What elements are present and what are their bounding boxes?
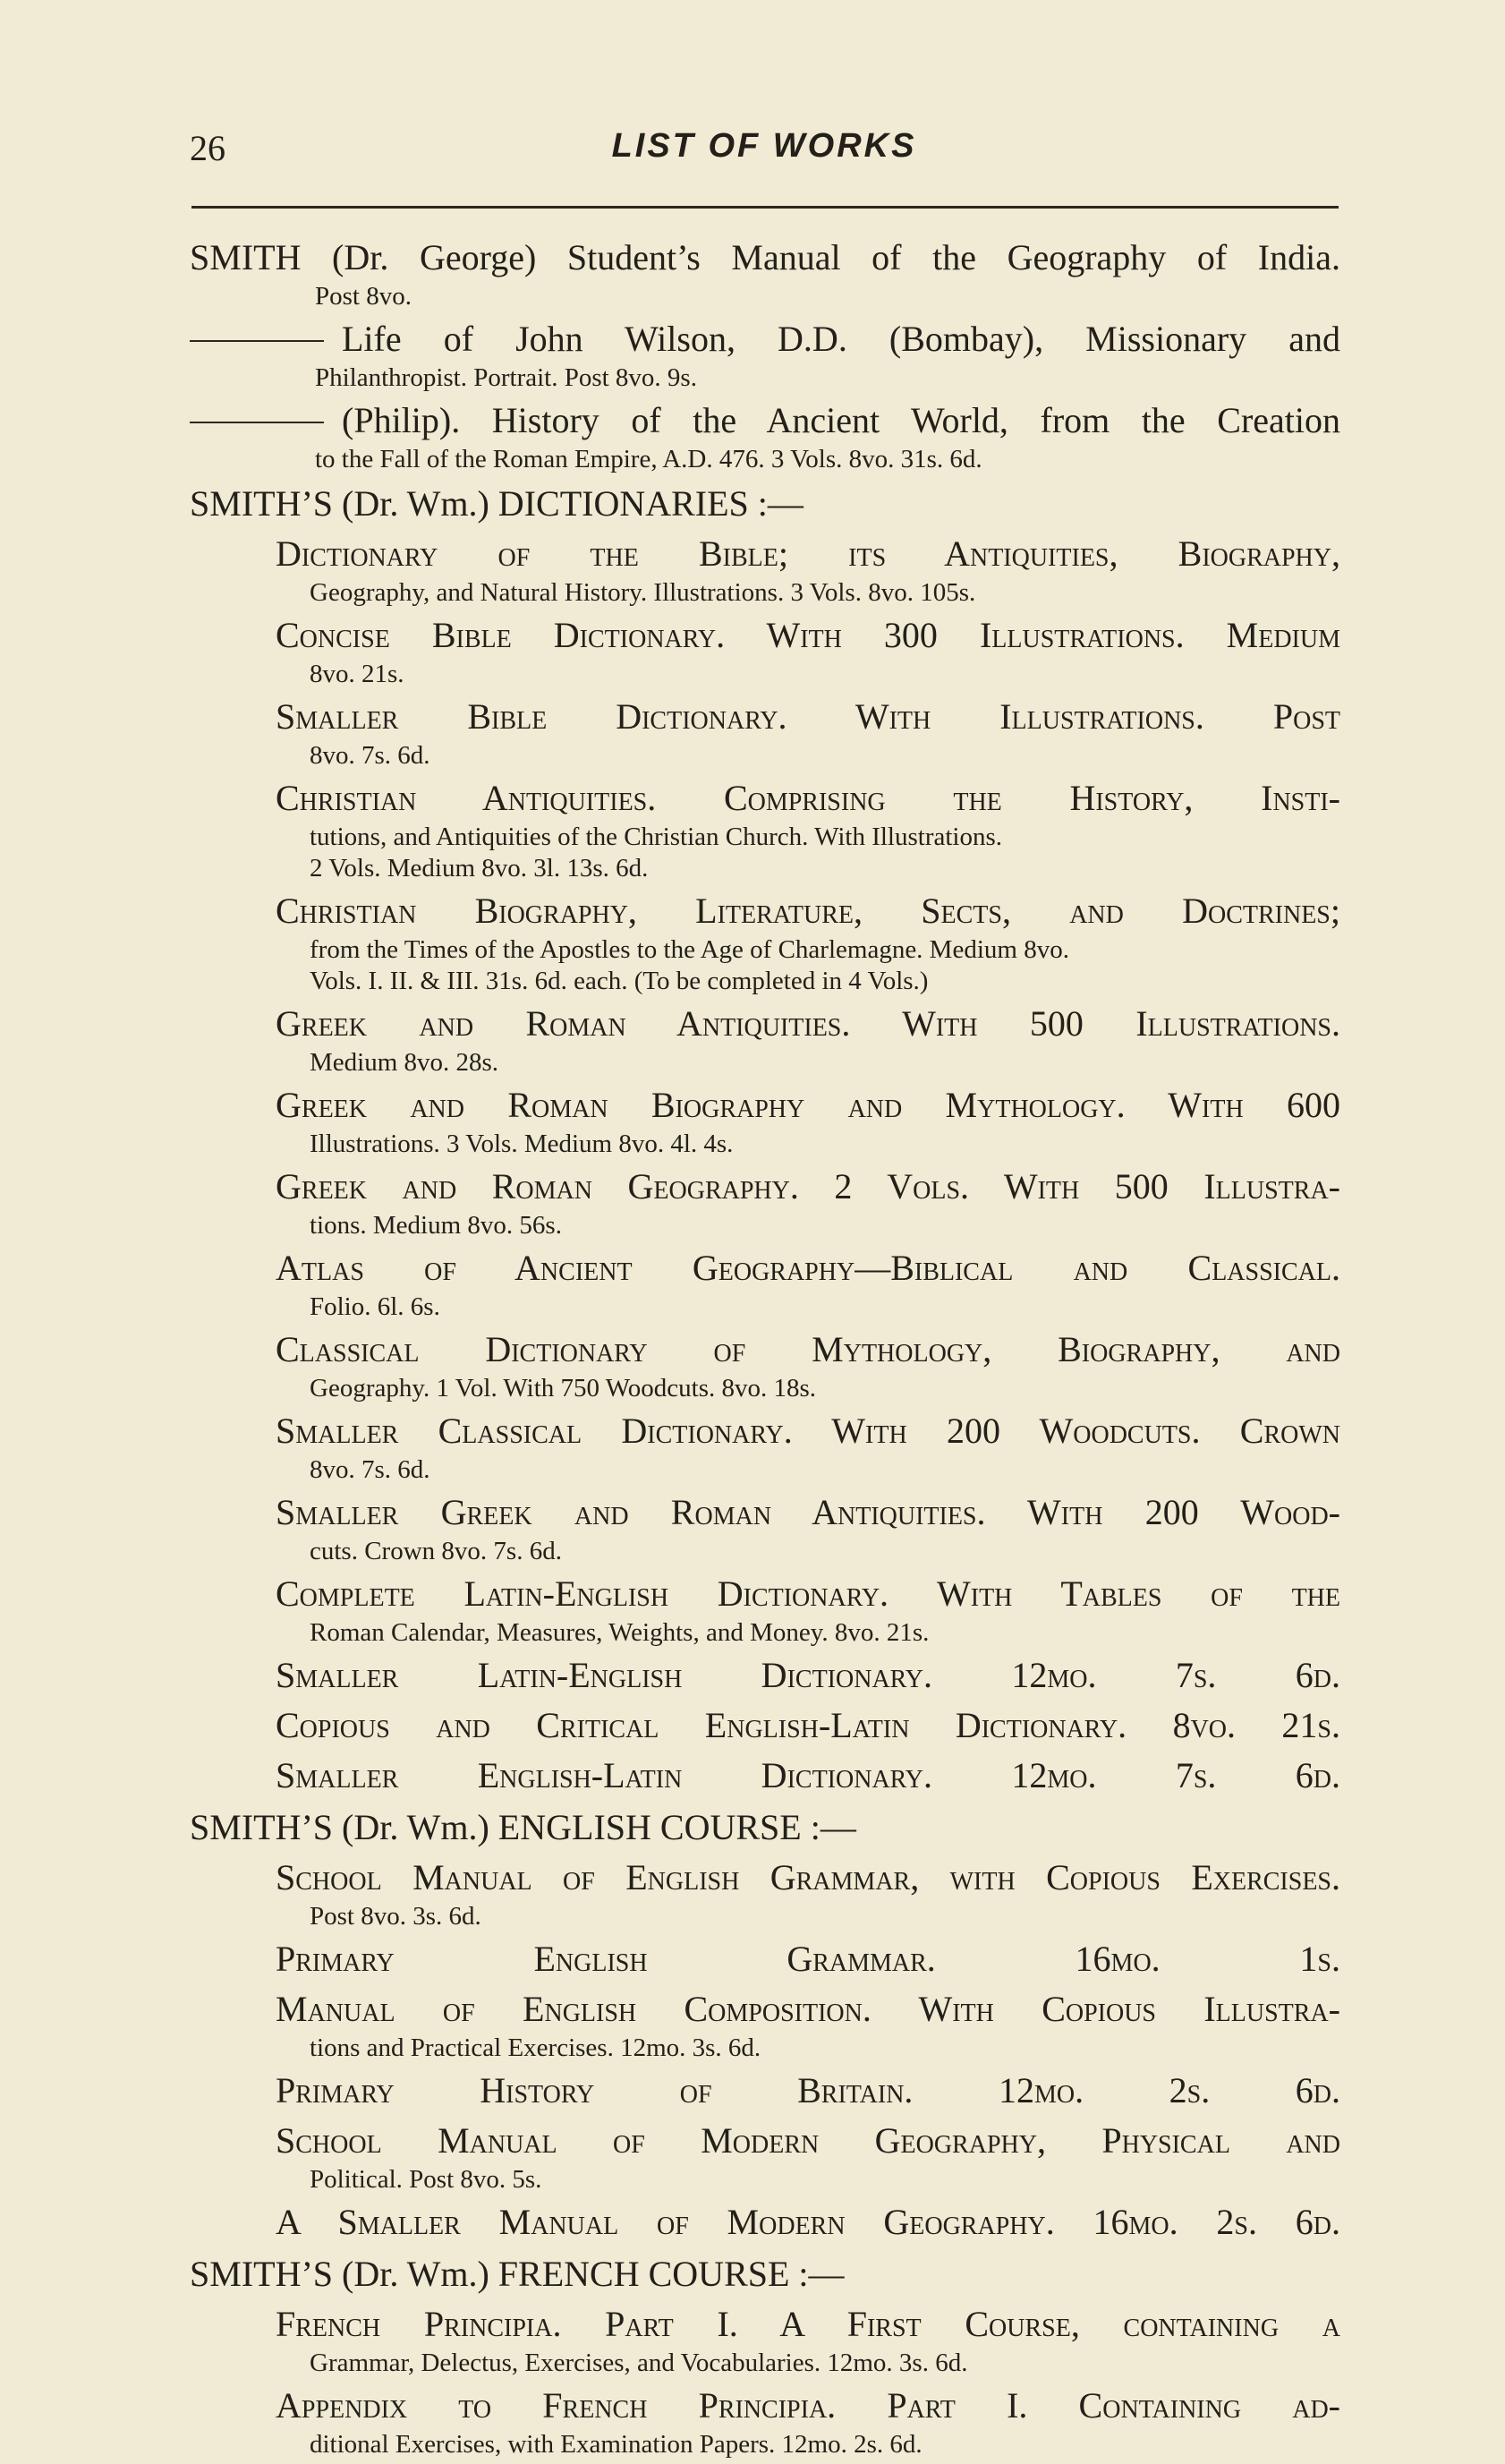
entry-title: Copious and Critical English-Latin Dictionary. 8vo. 21s.: [276, 1705, 1340, 1745]
entry-details: from the Times of the Apostles to the Age of Charlemagne. Medium 8vo.: [310, 935, 1069, 964]
entry-title: School Manual of English Grammar, with Copious Exercises.: [276, 1857, 1340, 1897]
entry-details: Geography, and Natural History. Illustrations. 3 Vols. 8vo. 105s.: [310, 578, 976, 607]
entry-title: Smaller Classical Dictionary. With 200 Woodcuts. Crown: [276, 1411, 1340, 1451]
list-item: [190, 531, 1340, 609]
entry-details: Medium 8vo. 28s.: [310, 1048, 499, 1077]
entry-details: Folio. 6l. 6s.: [310, 1292, 440, 1321]
section-dictionaries: [190, 481, 1340, 1799]
list-item: [190, 612, 1340, 690]
entry-title: French Principia. Part I. A First Course, containing a: [276, 2304, 1340, 2344]
list-item: [190, 1936, 1340, 1982]
list-item: [190, 775, 1340, 884]
list-item: [190, 1752, 1340, 1799]
entry-title: Primary History of Britain. 12mo. 2s. 6d.: [276, 2070, 1340, 2110]
entry-title: A Smaller Manual of Modern Geography. 16mo. 2s. 6d.: [276, 2202, 1340, 2242]
entry-title: Greek and Roman Biography and Mythology. With 600: [276, 1085, 1340, 1125]
entry-title: Concise Bible Dictionary. With 300 Illustrations. Medium: [276, 615, 1340, 655]
list-item: [190, 1164, 1340, 1241]
list-item: [190, 1571, 1340, 1649]
list-item: [190, 2199, 1340, 2246]
section-heading: SMITH’S (Dr. Wm.) ENGLISH COURSE :—: [190, 1807, 856, 1847]
entry-title: Greek and Roman Geography. 2 Vols. With 500 Illustra-: [276, 1166, 1340, 1206]
list-item: [190, 1001, 1340, 1079]
entry-title: Appendix to French Principia. Part I. Containing ad-: [276, 2385, 1340, 2426]
section-heading: SMITH’S (Dr. Wm.) FRENCH COURSE :—: [190, 2254, 845, 2294]
list-item: [190, 1245, 1340, 1323]
page-number: 26: [190, 128, 225, 168]
works-list: [190, 234, 1340, 2464]
entry-details: cuts. Crown 8vo. 7s. 6d.: [310, 1537, 562, 1565]
entry-title: (Philip). History of the Ancient World, from the Creation: [342, 400, 1340, 440]
list-item: [190, 2383, 1340, 2460]
list-item: [190, 234, 1340, 312]
entry-title: SMITH (Dr. George) Student’s Manual of the Geography of India.: [190, 237, 1340, 277]
list-item: [190, 1854, 1340, 1932]
list-item: [190, 316, 1340, 394]
entry-details: to the Fall of the Roman Empire, A.D. 476. 3 Vols. 8vo. 31s. 6d.: [315, 445, 982, 473]
entry-details: Geography. 1 Vol. With 750 Woodcuts. 8vo. 18s.: [310, 1374, 817, 1403]
entry-title: Smaller Bible Dictionary. With Illustrations. Post: [276, 696, 1340, 737]
entry-details: Roman Calendar, Measures, Weights, and Money. 8vo. 21s.: [310, 1618, 930, 1647]
list-item: [190, 694, 1340, 772]
section-heading: SMITH’S (Dr. Wm.) DICTIONARIES :—: [190, 483, 804, 524]
entry-title: Smaller Latin-English Dictionary. 12mo. 7s. 6d.: [276, 1655, 1340, 1695]
list-item: [190, 2301, 1340, 2379]
list-item: [190, 1082, 1340, 1160]
entry-details: Post 8vo. 3s. 6d.: [310, 1902, 481, 1931]
entry-details: Philanthropist. Portrait. Post 8vo. 9s.: [315, 363, 697, 392]
entry-details: 8vo. 7s. 6d.: [310, 1455, 430, 1484]
header-rule: [191, 206, 1339, 209]
list-item: [190, 1986, 1340, 2064]
section-english-course: [190, 1804, 1340, 2246]
entry-title: Dictionary of the Bible; its Antiquities, Biography,: [276, 533, 1340, 574]
list-item: [190, 1652, 1340, 1699]
entry-title: Christian Antiquities. Comprising the History, Insti-: [276, 778, 1340, 818]
entry-title: Smaller Greek and Roman Antiquities. With 200 Wood-: [276, 1492, 1340, 1532]
entry-details: 8vo. 21s.: [310, 660, 404, 688]
entry-title: Complete Latin-English Dictionary. With Tables of the: [276, 1573, 1340, 1614]
running-header: [190, 127, 1339, 172]
list-item: [190, 1408, 1340, 1486]
list-item: [190, 1702, 1340, 1749]
entry-title: Primary English Grammar. 16mo. 1s.: [276, 1939, 1340, 1979]
entry-details: tions and Practical Exercises. 12mo. 3s. 6d.: [310, 2033, 761, 2062]
entry-title: Smaller English-Latin Dictionary. 12mo. 7s. 6d.: [276, 1755, 1340, 1795]
list-item: [190, 888, 1340, 997]
entry-details: Vols. I. II. & III. 31s. 6d. each. (To be completed in 4 Vols.): [310, 967, 929, 995]
entry-details: 2 Vols. Medium 8vo. 3l. 13s. 6d.: [310, 854, 649, 882]
ditto-dash: [190, 422, 324, 423]
entry-title: Classical Dictionary of Mythology, Biography, and: [276, 1329, 1340, 1369]
list-item: [190, 2118, 1340, 2195]
list-item: [190, 2068, 1340, 2114]
list-item: [190, 397, 1340, 475]
entry-details: Post 8vo.: [315, 282, 412, 311]
entry-title: Manual of English Composition. With Copious Illustra-: [276, 1989, 1340, 2029]
list-item: [190, 1489, 1340, 1567]
entry-details: Illustrations. 3 Vols. Medium 8vo. 4l. 4s.: [310, 1130, 734, 1158]
ditto-dash: [190, 340, 324, 342]
entry-title: School Manual of Modern Geography, Physical and: [276, 2120, 1340, 2161]
entry-details: tutions, and Antiquities of the Christian Church. With Illustrations.: [310, 823, 1002, 851]
entry-details: ditional Exercises, with Examination Papers. 12mo. 2s. 6d.: [310, 2430, 923, 2459]
section-french-course: [190, 2251, 1340, 2460]
entry-details: Political. Post 8vo. 5s.: [310, 2165, 542, 2194]
entry-details: 8vo. 7s. 6d.: [310, 741, 430, 770]
entry-title: Life of John Wilson, D.D. (Bombay), Missionary and: [342, 319, 1340, 359]
entry-title: Greek and Roman Antiquities. With 500 Illustrations.: [276, 1003, 1340, 1044]
entry-details: Grammar, Delectus, Exercises, and Vocabularies. 12mo. 3s. 6d.: [310, 2349, 968, 2377]
entry-details: tions. Medium 8vo. 56s.: [310, 1211, 562, 1240]
entry-title: Christian Biography, Literature, Sects, and Doctrines;: [276, 891, 1340, 931]
list-item: [190, 1326, 1340, 1404]
running-title: LIST OF WORKS: [611, 127, 917, 165]
entry-title: Atlas of Ancient Geography—Biblical and Classical.: [276, 1248, 1340, 1288]
